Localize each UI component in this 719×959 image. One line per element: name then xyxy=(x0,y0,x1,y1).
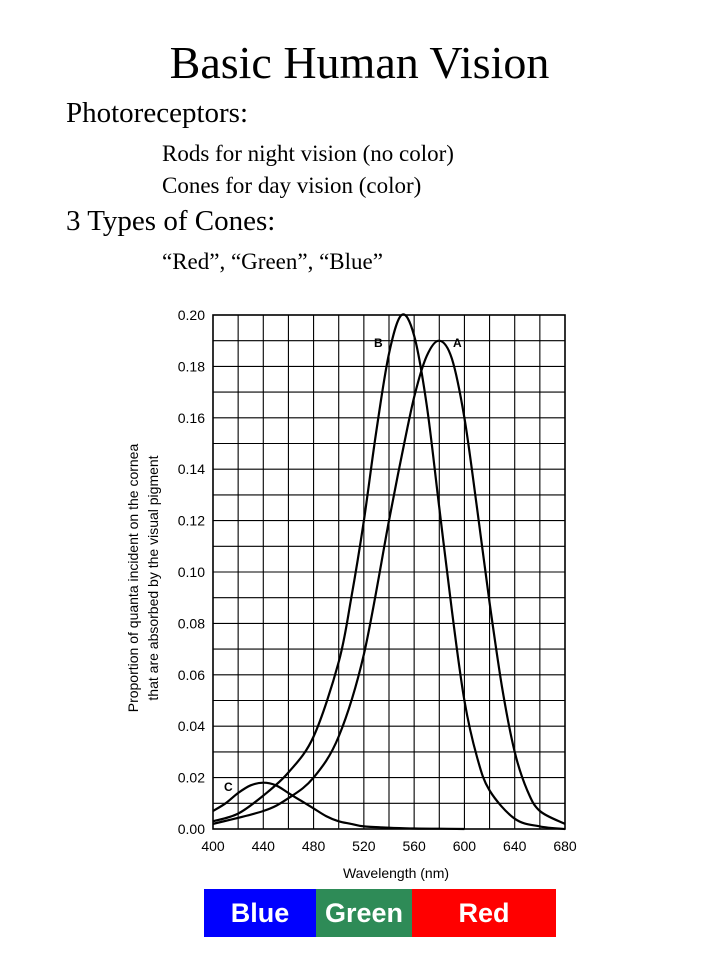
x-axis-label: Wavelength (nm) xyxy=(342,865,450,881)
x-tick-label: 600 xyxy=(452,838,477,854)
y-tick-labels xyxy=(178,307,205,837)
y-tick-label: 0.06 xyxy=(177,666,205,683)
rods-line: Rods for night vision (no color) xyxy=(162,141,454,166)
y-tick-label: 0.08 xyxy=(177,615,205,632)
y-tick-label: 0.18 xyxy=(177,358,205,375)
y-tick-label: 0.02 xyxy=(177,769,205,786)
x-tick-label: 680 xyxy=(553,838,577,854)
y-tick-label: 0.14 xyxy=(177,461,205,478)
cone-types-line: “Red”, “Green”, “Blue” xyxy=(162,249,383,274)
legend-blue: Blue xyxy=(204,889,316,937)
cone-absorption-chart xyxy=(0,300,719,890)
curve-label-b: B xyxy=(374,336,383,350)
x-tick-label: 640 xyxy=(503,838,527,854)
curve-label-a: A xyxy=(453,336,462,350)
x-tick-labels xyxy=(201,838,577,854)
x-tick-label: 520 xyxy=(352,838,376,854)
curve-label-c: C xyxy=(224,780,233,794)
y-tick-label: 0.20 xyxy=(177,307,205,323)
x-tick-label: 400 xyxy=(201,838,225,854)
y-axis-label-line2: that are absorbed by the visual pigment xyxy=(145,455,161,701)
legend-green: Green xyxy=(316,889,412,937)
cone-types-heading: 3 Types of Cones: xyxy=(66,205,276,237)
color-legend xyxy=(204,889,556,937)
x-tick-label: 560 xyxy=(402,838,426,854)
cones-line: Cones for day vision (color) xyxy=(162,173,422,198)
photoreceptors-heading: Photoreceptors: xyxy=(66,97,249,129)
y-tick-label: 0.04 xyxy=(177,718,205,735)
page-title: Basic Human Vision xyxy=(169,37,550,88)
chart-grid xyxy=(213,315,565,829)
x-tick-label: 440 xyxy=(251,838,275,854)
y-tick-label: 0.16 xyxy=(177,409,205,426)
y-tick-label: 0.10 xyxy=(177,564,205,580)
legend-red: Red xyxy=(412,889,556,937)
y-axis-label-line1: Proportion of quanta incident on the cornea xyxy=(125,443,141,713)
y-tick-label: 0.00 xyxy=(177,821,205,837)
x-tick-label: 480 xyxy=(301,838,326,854)
y-tick-label: 0.12 xyxy=(177,512,205,529)
